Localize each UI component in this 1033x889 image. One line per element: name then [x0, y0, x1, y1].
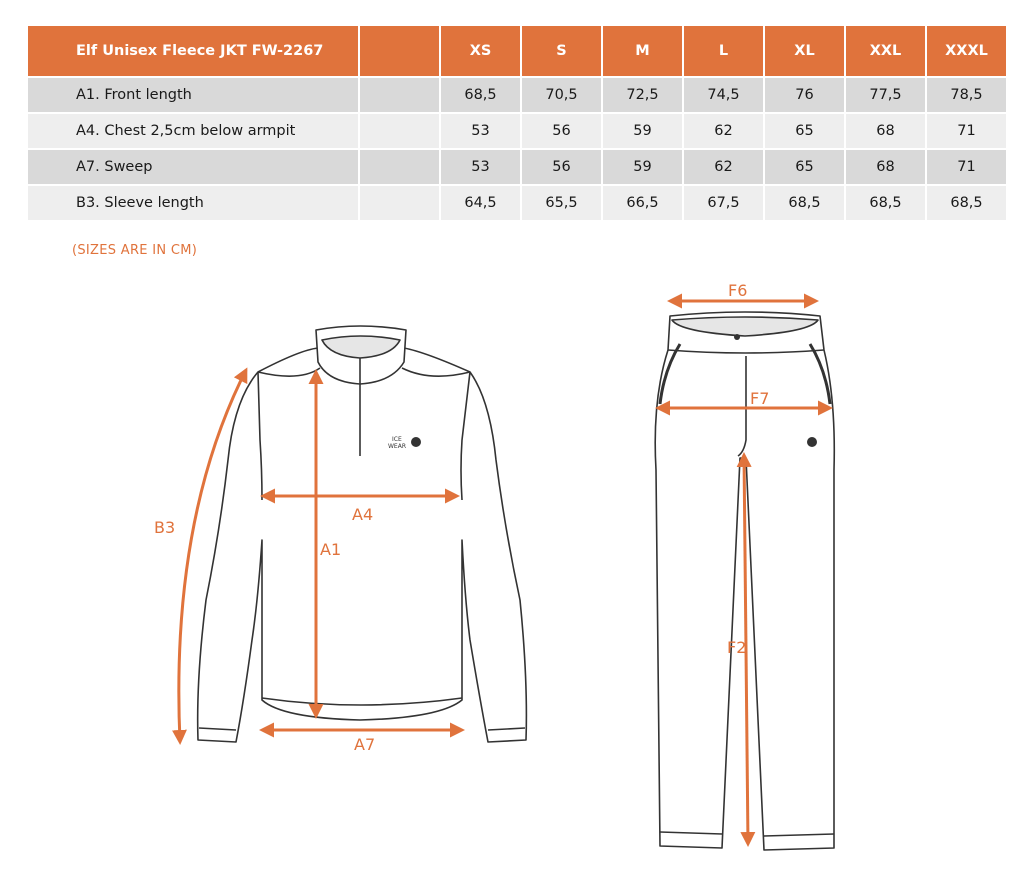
- table-cell: 77,5: [846, 78, 925, 112]
- size-header-s: S: [522, 26, 601, 76]
- table-cell: 66,5: [603, 186, 682, 220]
- table-cell: 68,5: [846, 186, 925, 220]
- size-header-xl: XL: [765, 26, 844, 76]
- label-f2: F2: [727, 638, 747, 657]
- table-cell: 71: [927, 150, 1006, 184]
- pants-logo-icon: [807, 437, 817, 447]
- table-cell: 68: [846, 150, 925, 184]
- size-header-l: L: [684, 26, 763, 76]
- jacket-illustration: [198, 326, 527, 742]
- table-cell: 71: [927, 114, 1006, 148]
- row-label: A4. Chest 2,5cm below armpit: [28, 114, 358, 148]
- label-b3: B3: [154, 518, 176, 537]
- units-note: (SIZES ARE IN CM): [72, 243, 198, 258]
- table-cell: 70,5: [522, 78, 601, 112]
- label-a1: A1: [320, 540, 342, 559]
- table-cell: 68,5: [927, 186, 1006, 220]
- row-label: A7. Sweep: [28, 150, 358, 184]
- table-cell: 67,5: [684, 186, 763, 220]
- table-cell: 64,5: [441, 186, 520, 220]
- table-cell: 56: [522, 150, 601, 184]
- table-cell: 65: [765, 150, 844, 184]
- table-cell: 65,5: [522, 186, 601, 220]
- label-f6: F6: [728, 281, 748, 300]
- table-cell: 53: [441, 114, 520, 148]
- size-header-xxl: XXL: [846, 26, 925, 76]
- table-cell: 56: [522, 114, 601, 148]
- table-cell: 72,5: [603, 78, 682, 112]
- table-cell: 59: [603, 114, 682, 148]
- product-name-header: Elf Unisex Fleece JKT FW-2267: [28, 26, 358, 76]
- table-cell: 78,5: [927, 78, 1006, 112]
- row-label: B3. Sleeve length: [28, 186, 358, 220]
- label-f7: F7: [750, 389, 770, 408]
- table-cell: 62: [684, 150, 763, 184]
- table-cell: 68,5: [765, 186, 844, 220]
- table-cell: 65: [765, 114, 844, 148]
- row-label: A1. Front length: [28, 78, 358, 112]
- table-cell: 76: [765, 78, 844, 112]
- label-a4: A4: [352, 505, 374, 524]
- size-header-m: M: [603, 26, 682, 76]
- svg-text:WEAR: WEAR: [388, 443, 406, 450]
- table-cell: 59: [603, 150, 682, 184]
- svg-text:ICE: ICE: [392, 436, 402, 443]
- table-cell: 53: [441, 150, 520, 184]
- table-cell: 68: [846, 114, 925, 148]
- size-header-xxxl: XXXL: [927, 26, 1006, 76]
- table-cell: 62: [684, 114, 763, 148]
- label-a7: A7: [354, 735, 376, 754]
- size-header-xs: XS: [441, 26, 520, 76]
- table-cell: 74,5: [684, 78, 763, 112]
- table-cell: 68,5: [441, 78, 520, 112]
- button-icon: [734, 334, 740, 340]
